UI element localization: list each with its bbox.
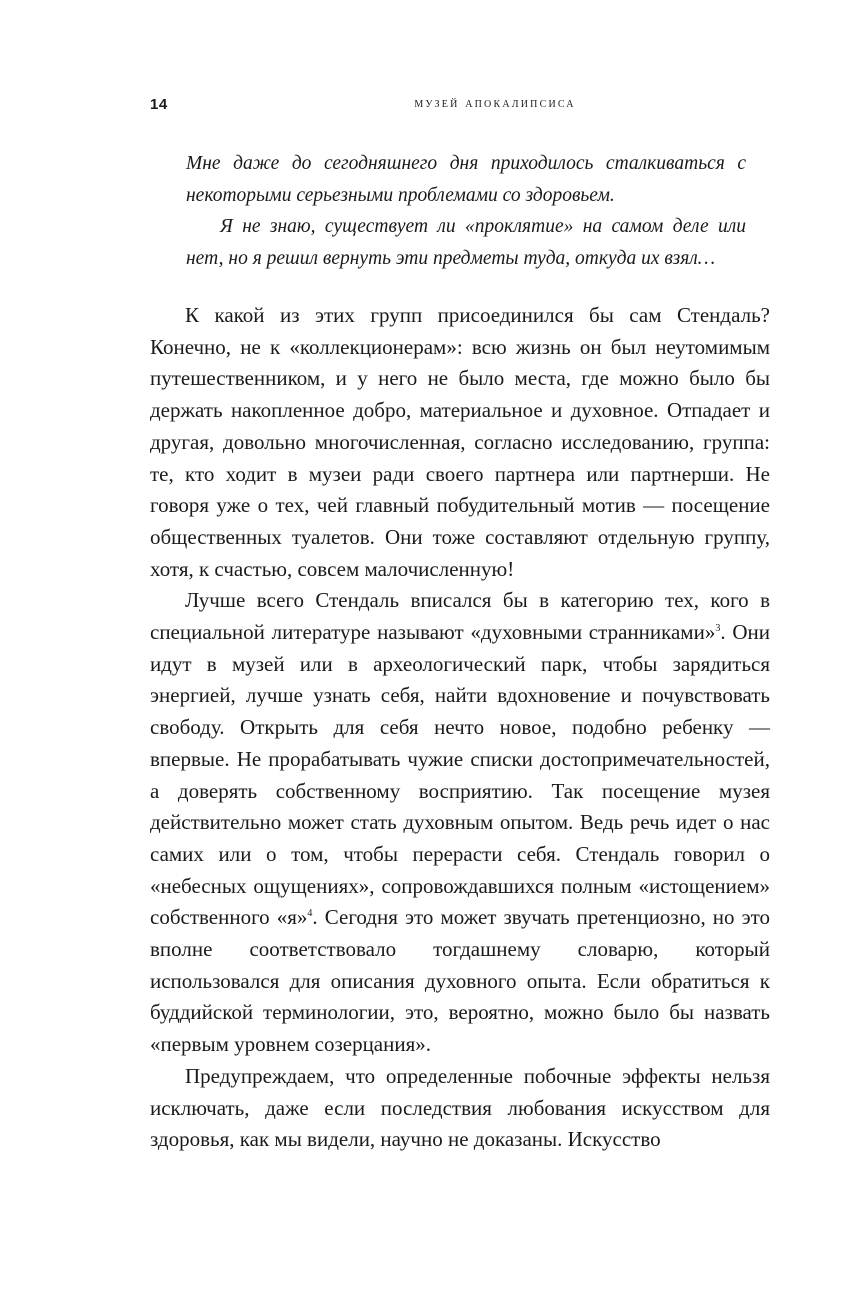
footnote-marker: 4 xyxy=(307,908,313,920)
page-header xyxy=(150,96,770,120)
paragraph-text: Лучше всего Стендаль вписался бы в категорию тех, кого в специальной литературе называют «духовными странниками» xyxy=(150,588,770,645)
epigraph-paragraph: Я не знаю, существует ли «проклятие» на самом деле или нет, но я решил вернуть эти предметы туда, откуда их взял… xyxy=(186,216,746,269)
running-title: музей апокалипсиса xyxy=(414,96,576,111)
body-paragraph-1: К какой из этих групп присоединился бы сам Стендаль? Конечно, не к «коллекционерам»: всю жизнь он был неутомимым путешественником, и у него не было места, где можно было бы держать накопленное добро, материальное и духовное. Отпадает и другая, довольно многочисленная, согласно исследованию, группа: те, кто ходит в музеи ради своего партнера или партнерши. Не говоря уже о тех, чей главный побудительный мотив — посещение общественных туалетов. Они тоже составляют отдельную группу, хотя, к счастью, совсем малочисленную! xyxy=(150,303,770,581)
body-paragraph-2 xyxy=(150,585,770,1061)
epigraph-paragraph: Мне даже до сегодняшнего дня приходилось сталкиваться с некоторыми серьезными проблемами со здоровьем. xyxy=(186,153,746,206)
footnote-marker: 3 xyxy=(715,623,721,635)
body-text xyxy=(150,300,770,1156)
body-paragraph-3: Предупреждаем, что определенные побочные эффекты нельзя исключать, даже если последствия любования искусством для здоровья, как мы видели, научно не доказаны. Искусство xyxy=(150,1063,770,1152)
epigraph-quote xyxy=(186,148,746,274)
paragraph-text: . Они идут в музей или в археологический парк, чтобы зарядиться энергией, лучше узнать себя, найти вдохновение и почувствовать свободу. Открыть для себя нечто новое, подобно ребенку — впервые. Не прорабатывать чужие списки достопримечательностей, а доверять собственному восприятию. Так посещение музея действительно может стать духовным опытом. Ведь речь идет о нас самих или о том, чтобы перерасти себя. Стендаль говорил о «небесных ощущениях», сопровождавшихся полным «истощением» собственного «я» xyxy=(150,620,770,930)
paragraph-text: . Сегодня это может звучать претенциозно, но это вполне соответствовало тогдашнему словарю, который использовался для описания духовного опыта. Если обратиться к буддийской терминологии, это, вероятно, можно было бы назвать «первым уровнем созерцания». xyxy=(150,905,771,1057)
page-number: 14 xyxy=(150,96,168,113)
